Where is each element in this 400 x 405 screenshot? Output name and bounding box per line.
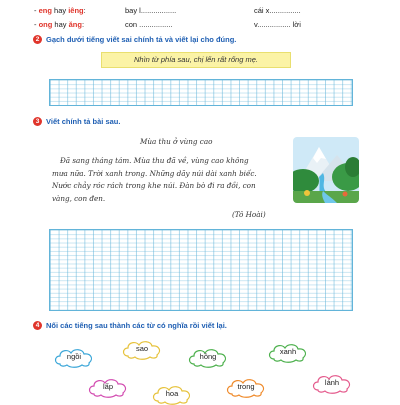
exercise-2-title: Gạch dưới tiếng viết sai chính tả và viết lại cho đúng.: [46, 35, 237, 44]
word-cloud[interactable]: [224, 376, 268, 398]
exercise-4-title: Nối các tiếng sau thành các từ có nghĩa rồi viết lại.: [46, 321, 227, 330]
dictation-line: mưa nữa. Trời xanh trong. Những dãy núi dài xanh biếc.: [52, 168, 257, 178]
cloud-word: sao: [135, 344, 149, 353]
autumn-mountain-illustration: [293, 137, 359, 203]
word-cloud[interactable]: [310, 372, 354, 394]
word-cloud[interactable]: [86, 376, 130, 398]
cloud-word: lấp: [102, 382, 113, 391]
word-cloud[interactable]: [186, 346, 230, 368]
dictation-text: [52, 155, 292, 205]
cloud-word: xanh: [279, 347, 297, 356]
exercise-3-number: 3: [33, 117, 42, 126]
exercise-3-writing-grid[interactable]: [49, 229, 353, 311]
word-cloud[interactable]: [150, 383, 194, 405]
ex1-row1-blank2[interactable]: cái x...............: [254, 6, 301, 15]
dictation-line: Nước chảy róc rách trong khe núi. Đàn bò đi ra đồi, con: [52, 181, 256, 190]
author: (Tô Hoài): [232, 210, 266, 219]
poem-title: Mùa thu ở vùng cao: [140, 137, 213, 146]
exercise-2-sentence: Nhìn từ phía sau, chị lến rất rống mẹ.: [101, 52, 291, 68]
word-cloud[interactable]: [120, 338, 164, 360]
dictation-line: vàng, con đen.: [52, 193, 106, 203]
word-cloud[interactable]: [52, 346, 96, 368]
ex1-row1-label: - eng hay iêng:: [34, 6, 86, 15]
cloud-word: lánh: [324, 378, 340, 387]
cloud-word: hoa: [165, 389, 179, 398]
word-cloud[interactable]: [266, 341, 310, 363]
cloud-word: trong: [237, 382, 255, 391]
cloud-word: hồng: [199, 352, 217, 361]
ex1-row1-blank1[interactable]: bay l.................: [125, 6, 177, 15]
ex1-row2-blank1[interactable]: con ................: [125, 20, 173, 29]
cloud-word: ngồi: [66, 352, 82, 361]
exercise-3-title: Viết chính tả bài sau.: [46, 117, 121, 126]
exercise-2-writing-grid[interactable]: [49, 79, 353, 106]
dictation-line: Đã sang tháng tám. Mùa thu đã về, vùng cao không: [60, 156, 249, 165]
ex1-row2-label: - ong hay ăng:: [34, 20, 85, 29]
exercise-4-number: 4: [33, 321, 42, 330]
exercise-2-number: 2: [33, 35, 42, 44]
ex1-row2-blank2[interactable]: v................ lời: [254, 20, 301, 29]
